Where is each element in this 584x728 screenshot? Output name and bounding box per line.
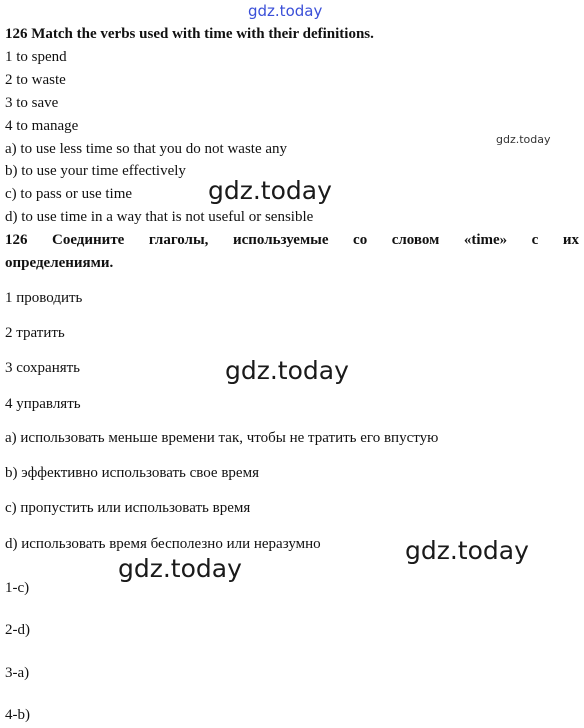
russian-heading-line1: 126 Соедините глаголы, используемые со словом «time» с их <box>5 232 579 248</box>
english-verb: 2 to waste <box>5 72 66 88</box>
answer: 4-b) <box>5 707 30 723</box>
watermark-top: gdz.today <box>248 2 323 20</box>
russian-definition: d) использовать время бесполезно или неразумно <box>5 536 321 552</box>
answer: 3-a) <box>5 665 30 681</box>
russian-verb: 4 управлять <box>5 396 81 412</box>
english-verb: 4 to manage <box>5 118 79 134</box>
english-definition: a) to use less time so that you do not waste any <box>5 141 288 157</box>
english-verb: 1 to spend <box>5 49 67 65</box>
english-definition: c) to pass or use time <box>5 186 133 202</box>
russian-heading-line2: определениями. <box>5 255 114 271</box>
english-verb: 3 to save <box>5 95 59 111</box>
russian-verb: 1 проводить <box>5 290 83 306</box>
russian-definition: c) пропустить или использовать время <box>5 500 251 516</box>
watermark-small: gdz.today <box>496 133 551 146</box>
watermark-large: gdz.today <box>225 356 349 385</box>
russian-verb: 3 сохранять <box>5 360 81 376</box>
russian-definition: b) эффективно использовать свое время <box>5 465 259 481</box>
english-heading: 126 Match the verbs used with time with their definitions. <box>5 26 374 42</box>
english-definition: b) to use your time effectively <box>5 163 186 179</box>
watermark-large: gdz.today <box>208 176 332 205</box>
english-definition: d) to use time in a way that is not useful or sensible <box>5 209 314 225</box>
answer: 2-d) <box>5 622 30 638</box>
watermark-large: gdz.today <box>118 554 242 583</box>
answer: 1-c) <box>5 580 30 596</box>
watermark-large: gdz.today <box>405 536 529 565</box>
russian-verb: 2 тратить <box>5 325 65 341</box>
russian-definition: a) использовать меньше времени так, чтобы не тратить его впустую <box>5 430 439 446</box>
